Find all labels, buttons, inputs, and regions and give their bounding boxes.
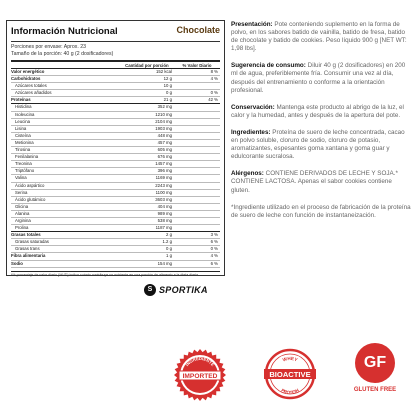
nutrient-daily-value <box>174 104 220 111</box>
nutrition-row <box>11 90 220 97</box>
nutrition-row <box>11 104 220 111</box>
nutrient-name: Tirosina <box>11 147 120 154</box>
nutrient-name: Metionina <box>11 139 120 146</box>
nutrient-name: Azúcares añadidos <box>11 90 120 97</box>
nutrient-name: Fenilalanina <box>11 154 120 161</box>
nutrient-name: Ácido glutámico <box>11 196 120 203</box>
nutrition-row <box>11 132 220 139</box>
nutrient-name: Lisina <box>11 125 120 132</box>
nutrition-row <box>11 125 220 132</box>
bioactive-shield-icon <box>262 346 318 402</box>
brand-logo <box>144 283 218 296</box>
nutrition-row <box>11 217 220 224</box>
nutrient-daily-value: 0 % <box>174 246 220 253</box>
nutrient-daily-value <box>174 147 220 154</box>
nutrient-quantity: 989 mg <box>120 210 174 217</box>
column-header-name <box>11 61 120 69</box>
ingredients-text: Proteína de suero de leche concentrada, cacao en polvo soluble, cloruro de sodio, cloruro de potasio, aromatizantes, espesantes goma xantana y goma guar y edulcorante sucralosa. <box>231 128 405 161</box>
nutrient-quantity: 154 mg <box>120 260 174 267</box>
storage-label: Conservación: <box>231 103 275 111</box>
usage-label: Sugerencia de consumo: <box>231 62 306 70</box>
nutrient-quantity: 0 g <box>120 246 174 253</box>
nutrient-name: Triptófano <box>11 168 120 175</box>
brand-name: SPORTIKA <box>159 284 208 295</box>
nutrition-row <box>11 154 220 161</box>
brand-mark-icon: S <box>144 284 156 296</box>
nutrient-daily-value <box>174 161 220 168</box>
nutrient-name: Ácido aspártico <box>11 182 120 189</box>
nutrient-daily-value <box>174 217 220 224</box>
nutrient-quantity: 396 mg <box>120 168 174 175</box>
nutrition-row <box>11 161 220 168</box>
nutrient-daily-value: 4 % <box>174 253 220 260</box>
nutrition-row <box>11 232 220 239</box>
allergens-label: Alérgenos: <box>231 170 264 178</box>
nutrient-quantity: 1 g <box>120 253 174 260</box>
nutrient-name: Alanina <box>11 210 120 217</box>
nutrition-row <box>11 225 220 232</box>
imported-main-text: IMPORTED <box>182 373 218 380</box>
nutrient-quantity: 3603 mg <box>120 196 174 203</box>
nutrient-name: Valina <box>11 175 120 182</box>
nutrient-name: Carbohidratos <box>11 76 120 83</box>
nutrient-name: Proteínas <box>11 97 120 104</box>
nutrition-row <box>11 253 220 260</box>
nutrient-daily-value <box>174 225 220 232</box>
presentation-paragraph <box>231 21 411 53</box>
nutrition-rows <box>11 69 220 268</box>
imported-top-text: INGREDIENTE <box>184 355 216 368</box>
nutrient-quantity: 1169 mg <box>120 175 174 182</box>
nutrient-daily-value <box>174 132 220 139</box>
nutrient-quantity: 2104 mg <box>120 118 174 125</box>
nutrient-name: Serina <box>11 189 120 196</box>
nutrient-daily-value <box>174 154 220 161</box>
nutrient-daily-value: 6 % <box>174 239 220 246</box>
nutrient-name: Glicina <box>11 203 120 210</box>
nutrition-row <box>11 182 220 189</box>
nutrient-quantity: 1457 mg <box>120 161 174 168</box>
nutrient-quantity: 538 mg <box>120 217 174 224</box>
nutrient-quantity: 2243 mg <box>120 182 174 189</box>
allergens-paragraph <box>231 170 411 194</box>
nutrient-quantity: 352 mg <box>120 104 174 111</box>
nutrient-quantity: 457 mg <box>120 139 174 146</box>
nutrient-quantity: 2 g <box>120 232 174 239</box>
nutrient-name: Valor energético <box>11 69 120 76</box>
nutrient-daily-value <box>174 125 220 132</box>
nutrient-daily-value: 0 % <box>174 90 220 97</box>
column-header-quantity: Cantidad por porción <box>120 61 174 69</box>
storage-paragraph <box>231 104 411 120</box>
nutrient-name: Arginina <box>11 217 120 224</box>
column-header-daily-value: % Valor Diario <box>174 61 220 69</box>
nutrient-name: Grasas totales <box>11 232 120 239</box>
nutrient-quantity: 1187 mg <box>120 225 174 232</box>
nutrient-daily-value <box>174 118 220 125</box>
nutrient-daily-value <box>174 182 220 189</box>
nutrient-daily-value <box>174 203 220 210</box>
nutrient-quantity: 676 mg <box>120 154 174 161</box>
nutrition-row <box>11 175 220 182</box>
nutrient-daily-value: 8 % <box>174 69 220 76</box>
nutrient-name: Grasas trans <box>11 246 120 253</box>
storage-text: Mantenga este producto al abrigo de la luz, el calor y la humedad, antes y después de la apertura del pote. <box>231 103 404 119</box>
nutrition-row <box>11 260 220 267</box>
nutrient-quantity: 12 g <box>120 76 174 83</box>
nutrient-quantity: 21 g <box>120 97 174 104</box>
imported-seal-icon <box>173 348 227 402</box>
nutrient-daily-value <box>174 139 220 146</box>
allergens-text: CONTIENE DERIVADOS DE LECHE Y SOJA.* CONTIENE LACTOSA. Apenas el sabor cookies contiene gluten. <box>231 170 398 194</box>
gluten-free-label: GLUTEN FREE <box>353 387 397 393</box>
nutrient-name: Histidina <box>11 104 120 111</box>
presentation-label: Presentación: <box>231 21 273 28</box>
nutrition-row <box>11 69 220 76</box>
nutrient-name: Leucina <box>11 118 120 125</box>
nutrition-facts-panel <box>6 20 225 276</box>
nutrient-daily-value: 4 % <box>174 76 220 83</box>
nutrient-name: Grasas saturadas <box>11 239 120 246</box>
nutrient-daily-value <box>174 83 220 90</box>
daily-value-footnote: *% porcentaje de valor diario (%VD) indica cuánto contribuye un nutriente en una porción de alimento a la dieta diaria. <box>11 271 220 277</box>
nutrition-row <box>11 111 220 118</box>
nutrient-daily-value <box>174 196 220 203</box>
nutrition-row <box>11 203 220 210</box>
nutrient-daily-value <box>174 168 220 175</box>
nutrition-row <box>11 189 220 196</box>
nutrient-quantity: 1210 mg <box>120 111 174 118</box>
nutrient-name: Fibra alimentaria <box>11 253 120 260</box>
nutrient-quantity: 152 kcal <box>120 69 174 76</box>
nutrient-daily-value: 42 % <box>174 97 220 104</box>
bioactive-bottom-text: PROTEIN <box>280 387 300 396</box>
nutrition-table <box>11 60 220 268</box>
nutrient-name: Cisteína <box>11 132 120 139</box>
nutrient-daily-value: 3 % <box>174 232 220 239</box>
svg-text:WHEY <box>282 356 298 363</box>
gluten-free-badge <box>348 343 402 407</box>
nutrition-row <box>11 76 220 83</box>
nutrient-daily-value <box>174 111 220 118</box>
ingredients-paragraph <box>231 129 411 161</box>
nutrition-row <box>11 239 220 246</box>
panel-header <box>11 24 220 42</box>
nutrition-row <box>11 118 220 125</box>
nutrition-row <box>11 196 220 203</box>
nutrition-row <box>11 83 220 90</box>
nutrient-name: Prolina <box>11 225 120 232</box>
nutrient-name: Sodio <box>11 260 120 267</box>
nutrition-row <box>11 210 220 217</box>
nutrient-quantity: 10 g <box>120 83 174 90</box>
usage-text: Diluir 40 g (2 dosificadores) en 200 ml de agua, preferiblemente fría. Consumir una vez al día, después del entrenamiento o conforme a la orientación profesional. <box>231 62 406 94</box>
product-info <box>231 21 411 229</box>
nutrient-quantity: 404 mg <box>120 203 174 210</box>
usage-paragraph <box>231 62 411 94</box>
nutrient-quantity: 1100 mg <box>120 189 174 196</box>
bioactive-main-text: BIOACTIVE <box>269 370 311 379</box>
nutrient-name: Treonina <box>11 161 120 168</box>
imported-seal-badge <box>173 348 227 402</box>
flavor-label: Chocolate <box>176 25 220 35</box>
panel-title: Información Nutricional <box>11 26 118 37</box>
svg-text:PROTEIN <box>280 388 299 396</box>
ingredients-label: Ingredientes: <box>231 128 271 136</box>
ingredient-note: *Ingrediente utilizado en el proceso de fabricación de la proteína de suero de leche con función de instantaneización. <box>231 203 411 219</box>
nutrient-quantity: 1903 mg <box>120 125 174 132</box>
presentation-text: Pote conteniendo suplemento en la forma de polvo, en los sabores batido de vainilla, batido de fresa, batido de chocolate y batido de cookies. Peso líquido 900 g [NET WT: 1,98 lbs]. <box>231 21 407 53</box>
nutrient-daily-value <box>174 189 220 196</box>
nutrition-row <box>11 97 220 104</box>
nutrient-quantity: 0 g <box>120 90 174 97</box>
gluten-free-icon: GF <box>355 343 395 383</box>
nutrient-daily-value: 6 % <box>174 260 220 267</box>
nutrition-row <box>11 139 220 146</box>
nutrient-daily-value <box>174 210 220 217</box>
nutrient-name: Azúcares totales <box>11 83 120 90</box>
nutrient-quantity: 1.2 g <box>120 239 174 246</box>
nutrient-name: Isoleucina <box>11 111 120 118</box>
nutrient-quantity: 448 mg <box>120 132 174 139</box>
nutrient-daily-value <box>174 175 220 182</box>
servings-per-container: Porciones por envase: Aprox. 23 <box>11 44 86 50</box>
bioactive-top-text: WHEY <box>281 355 299 363</box>
nutrition-row <box>11 168 220 175</box>
nutrient-quantity: 605 mg <box>120 147 174 154</box>
bioactive-badge <box>262 346 318 402</box>
nutrition-row <box>11 147 220 154</box>
serving-size: Tamaño de la porción: 40 g (2 dosificadores) <box>11 51 114 57</box>
nutrition-row <box>11 246 220 253</box>
